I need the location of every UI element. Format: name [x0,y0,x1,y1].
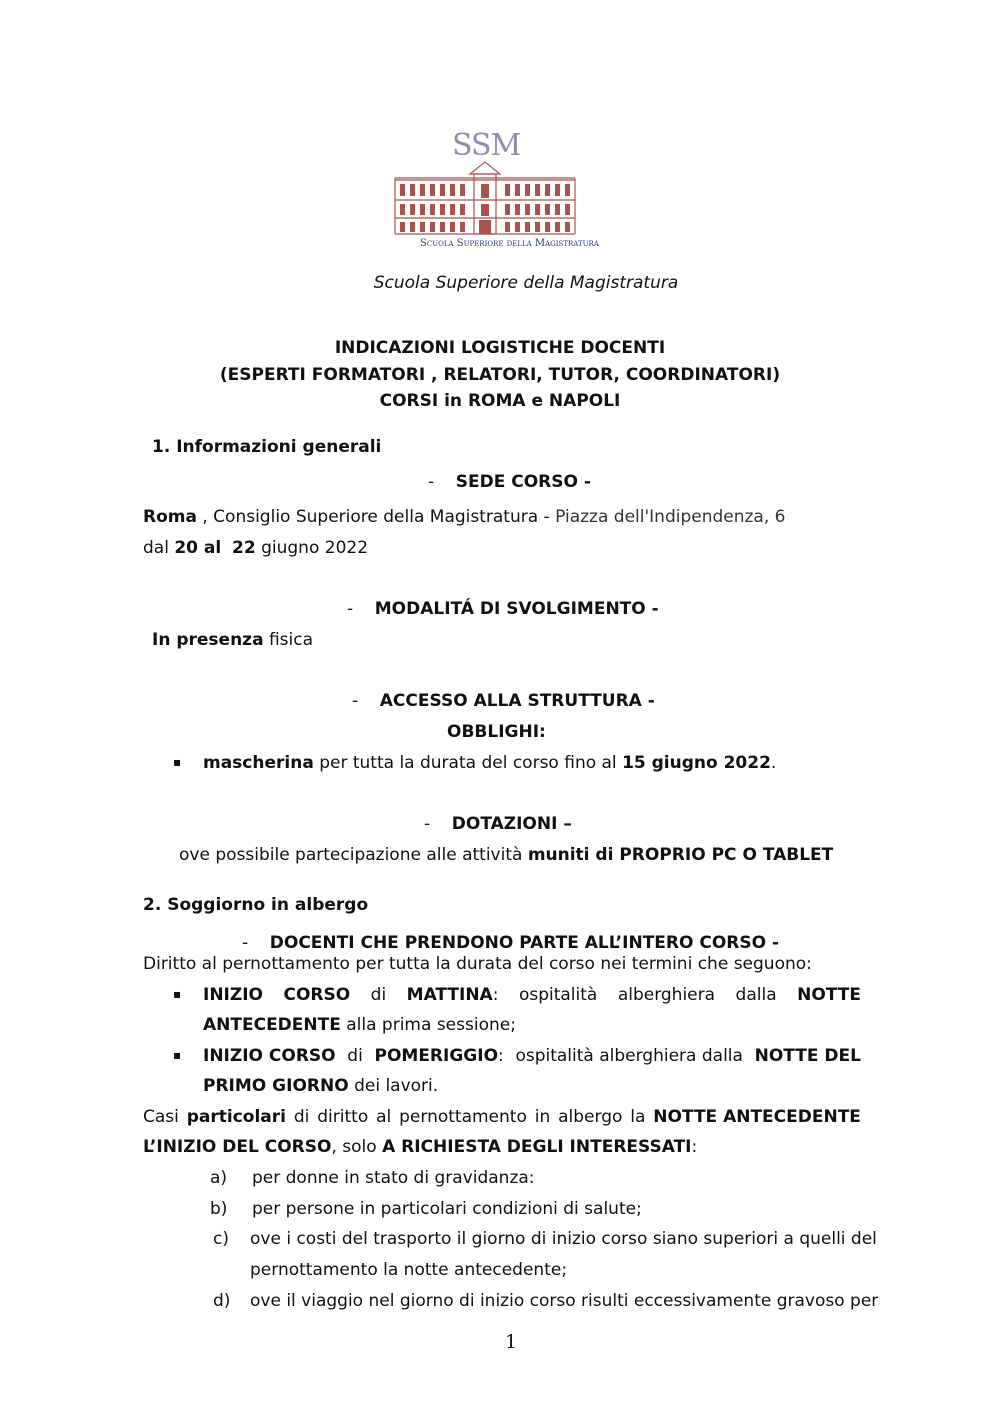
list-item-label: b) [210,1199,228,1219]
bullet-icon: ▪ [173,987,182,1001]
sede-location: Roma , Consiglio Superiore della Magistratura - Piazza dell'Indipendenza, 6 [143,507,786,527]
modalita-text: In presenza fisica [152,630,314,650]
casi-line1: Casi particolari di diritto al pernottamento in albergo la NOTTE ANTECEDENTE [143,1107,861,1127]
docenti-subheading: - DOCENTI CHE PRENDONO PARTE ALL’INTERO CORSO - [242,933,780,953]
obblighi-heading: OBBLIGHI: [447,722,546,742]
modalita-heading: - MODALITÁ DI SVOLGIMENTO - [347,599,659,619]
sede-dates: dal 20 al 22 giugno 2022 [143,538,369,558]
doc-title-line3: CORSI in ROMA e NAPOLI [379,391,621,411]
accesso-heading: - ACCESSO ALLA STRUTTURA - [352,691,655,711]
dotazioni-text: ove possibile partecipazione alle attività muniti di PROPRIO PC O TABLET [179,845,834,865]
ssm-logo [390,128,599,256]
section2-heading: 2. Soggiorno in albergo [143,895,369,915]
bullet1-line1: INIZIO CORSO di MATTINA: ospitalità alberghiera dalla NOTTE [203,985,861,1005]
list-item-continued: pernottamento la notte antecedente; [250,1260,568,1280]
bullet2-line1: INIZIO CORSO di POMERIGGIO: ospitalità alberghiera dalla NOTTE DEL [203,1046,861,1066]
logo-caption: Scuola Superiore della Magistratura [420,238,599,249]
section1-heading: 1. Informazioni generali [152,437,382,457]
bullet-icon: ▪ [173,1048,182,1062]
list-item-label: a) [210,1168,228,1188]
sede-heading: - SEDE CORSO - [428,472,591,492]
list-item: ove il viaggio nel giorno di inizio corso risulti eccessivamente gravoso per [250,1291,879,1311]
doc-title-line2: (ESPERTI FORMATORI , RELATORI, TUTOR, COORDINATORI) [219,365,781,385]
page-number: 1 [505,1331,518,1353]
obblighi-item: mascherina per tutta la durata del corso fino al 15 giugno 2022. [203,753,777,773]
institution-name: Scuola Superiore della Magistratura [373,273,679,293]
bullet2-line2: PRIMO GIORNO dei lavori. [203,1076,439,1096]
palace-illustration [390,160,580,236]
dotazioni-heading: - DOTAZIONI – [424,814,572,834]
list-item-label: d) [213,1291,231,1311]
logo-monogram: SSM [452,128,521,163]
casi-line2: L’INIZIO DEL CORSO, solo A RICHIESTA DEGLI INTERESSATI: [143,1137,698,1157]
bullet1-line2: ANTECEDENTE alla prima sessione; [203,1015,516,1035]
list-item: per donne in stato di gravidanza: [252,1168,535,1188]
list-item: per persone in particolari condizioni di salute; [252,1199,642,1219]
doc-title-line1: INDICAZIONI LOGISTICHE DOCENTI [334,338,666,358]
list-item-label: c) [213,1229,229,1249]
docenti-intro: Diritto al pernottamento per tutta la durata del corso nei termini che seguono: [143,954,812,974]
list-item: ove i costi del trasporto il giorno di inizio corso siano superiori a quelli del [250,1229,877,1249]
bullet-icon: ▪ [173,755,182,769]
